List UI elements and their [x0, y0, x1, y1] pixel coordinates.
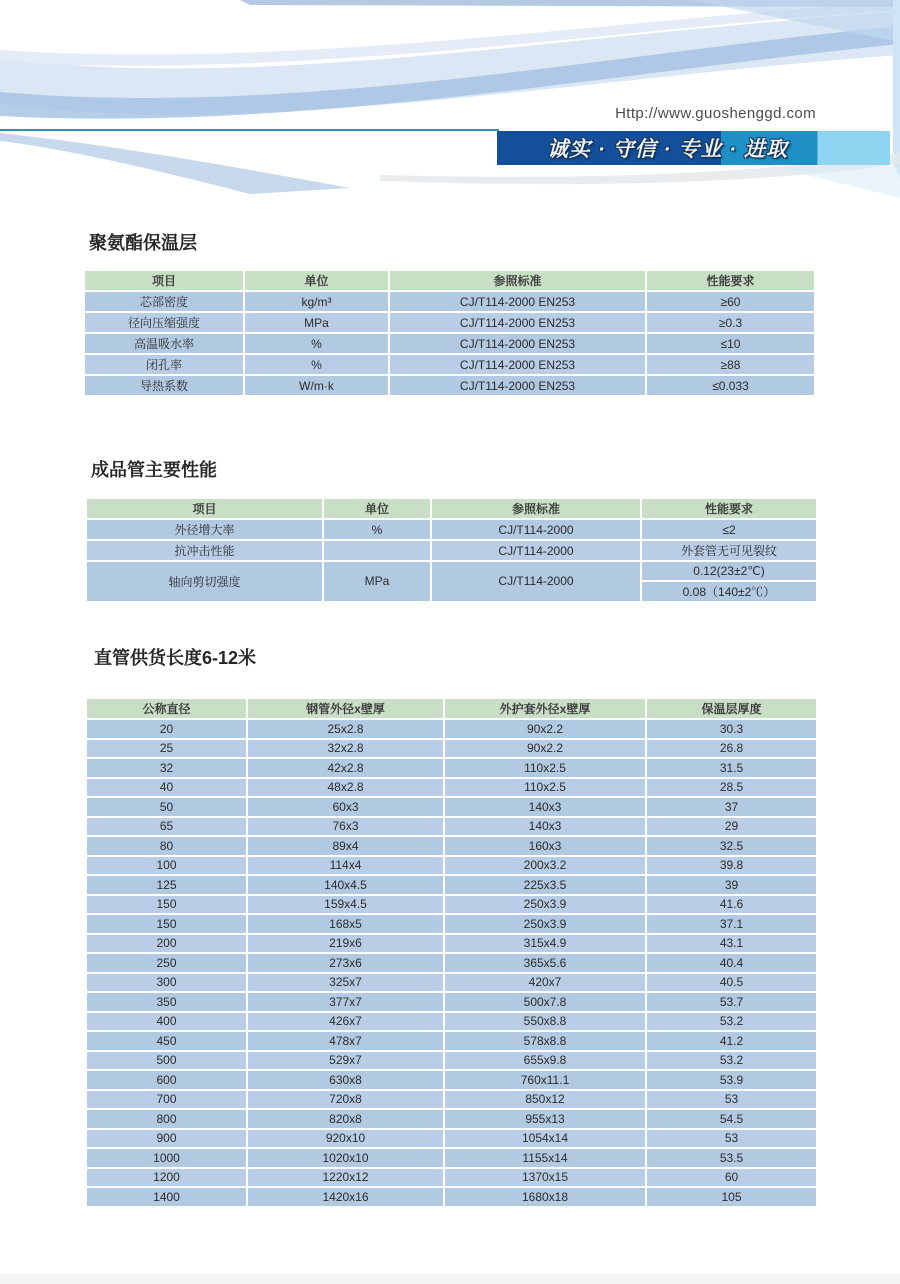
table-row: [87, 1091, 816, 1109]
table-cell: 426x7: [248, 1013, 443, 1031]
table-row: [87, 1130, 816, 1148]
table-cell: 28.5: [647, 779, 816, 797]
table-cell: 30.3: [647, 720, 816, 738]
finished-pipe-performance-table: [85, 497, 818, 603]
table-row: [87, 1071, 816, 1089]
table-cell: 89x4: [248, 837, 443, 855]
section-title: 成品管主要性能: [91, 460, 217, 480]
section-finished-pipe-performance: [85, 458, 818, 603]
table-row: [87, 857, 816, 875]
table-cell: 0.08（140±2℃）: [642, 582, 816, 601]
table-cell: ≤2: [642, 520, 816, 539]
table-cell: ≥88: [647, 355, 814, 374]
table-cell: 273x6: [248, 954, 443, 972]
page-bottom-strip: [0, 1274, 900, 1284]
table-cell: [324, 541, 430, 560]
table-cell: 1000: [87, 1149, 246, 1167]
table-cell: 655x9.8: [445, 1052, 645, 1070]
table-cell: 32x2.8: [248, 740, 443, 758]
table-cell: 820x8: [248, 1110, 443, 1128]
slogan-text: 诚实 · 守信 · 专业 · 进取: [547, 138, 788, 161]
table-cell: 40.5: [647, 974, 816, 992]
table-row: [85, 292, 814, 311]
table-cell: CJ/T114-2000 EN253: [390, 313, 645, 332]
table-cell: 850x12: [445, 1091, 645, 1109]
section-polyurethane-insulation: [83, 231, 816, 397]
table-cell: 40: [87, 779, 246, 797]
table-cell: 1370x15: [445, 1169, 645, 1187]
table-cell: 1220x12: [248, 1169, 443, 1187]
table-cell: 32.5: [647, 837, 816, 855]
table-cell: 100: [87, 857, 246, 875]
table-cell: 140x3: [445, 818, 645, 836]
table-cell: 720x8: [248, 1091, 443, 1109]
column-header: 单位: [324, 499, 430, 518]
table-cell: 200: [87, 935, 246, 953]
table-cell: CJ/T114-2000 EN253: [390, 334, 645, 353]
table-cell: 1054x14: [445, 1130, 645, 1148]
table-cell: 114x4: [248, 857, 443, 875]
table-cell: 37: [647, 798, 816, 816]
table-cell: CJ/T114-2000 EN253: [390, 376, 645, 395]
table-cell: 219x6: [248, 935, 443, 953]
table-cell: 365x5.6: [445, 954, 645, 972]
table-row: [87, 1013, 816, 1031]
table-row: [87, 915, 816, 933]
table-cell: 25x2.8: [248, 720, 443, 738]
table-cell: W/m·k: [245, 376, 388, 395]
table-cell: 250x3.9: [445, 915, 645, 933]
section-title: 聚氨酯保温层: [89, 233, 197, 253]
table-cell: 26.8: [647, 740, 816, 758]
column-header: 项目: [87, 499, 322, 518]
column-header: 保温层厚度: [647, 699, 816, 718]
table-row: [87, 974, 816, 992]
table-cell: 导热系数: [85, 376, 243, 395]
table-row: [87, 1032, 816, 1050]
table-cell: 760x11.1: [445, 1071, 645, 1089]
table-row: [87, 954, 816, 972]
slogan-banner: [497, 131, 890, 165]
table-cell: 53.2: [647, 1013, 816, 1031]
table-cell: %: [324, 520, 430, 539]
table-cell: 800: [87, 1110, 246, 1128]
table-cell: 39.8: [647, 857, 816, 875]
table-cell: CJ/T114-2000: [432, 541, 640, 560]
table-cell: 53: [647, 1091, 816, 1109]
table-cell: 20: [87, 720, 246, 738]
header-wave-art: [0, 0, 900, 200]
table-cell: 920x10: [248, 1130, 443, 1148]
table-cell: 400: [87, 1013, 246, 1031]
table-cell: 140x3: [445, 798, 645, 816]
table-row: [87, 740, 816, 758]
table-cell: 900: [87, 1130, 246, 1148]
table-row: [87, 818, 816, 836]
table-cell: 90x2.2: [445, 740, 645, 758]
table-cell: 芯部密度: [85, 292, 243, 311]
table-row: [87, 837, 816, 855]
table-cell: 1200: [87, 1169, 246, 1187]
table-cell: 90x2.2: [445, 720, 645, 738]
table-header-row: [87, 699, 816, 718]
table-cell: 150: [87, 896, 246, 914]
table-cell: CJ/T114-2000 EN253: [390, 355, 645, 374]
table-cell: ≤0.033: [647, 376, 814, 395]
table-cell: 250x3.9: [445, 896, 645, 914]
table-cell: 578x8.8: [445, 1032, 645, 1050]
table-row: [87, 759, 816, 777]
table-row: [87, 896, 816, 914]
straight-pipe-dimensions-table: [85, 697, 818, 1208]
table-row: [87, 562, 816, 580]
table-cell: 377x7: [248, 993, 443, 1011]
table-cell: 53.5: [647, 1149, 816, 1167]
table-row: [85, 355, 814, 374]
table-cell: 0.12(23±2℃): [642, 562, 816, 580]
table-cell: 150: [87, 915, 246, 933]
table-cell: 65: [87, 818, 246, 836]
column-header: 项目: [85, 271, 243, 290]
table-cell: 外套管无可见裂纹: [642, 541, 816, 560]
table-row: [85, 313, 814, 332]
table-row: [87, 1188, 816, 1206]
section-title: 直管供货长度6-12米: [94, 648, 257, 668]
table-cell: 630x8: [248, 1071, 443, 1089]
table-row: [87, 993, 816, 1011]
table-cell: 250: [87, 954, 246, 972]
table-cell: 39: [647, 876, 816, 894]
table-cell: 315x4.9: [445, 935, 645, 953]
table-cell: 43.1: [647, 935, 816, 953]
table-cell: %: [245, 334, 388, 353]
table-cell: 32: [87, 759, 246, 777]
table-row: [87, 1052, 816, 1070]
table-cell: 40.4: [647, 954, 816, 972]
table-cell: 1400: [87, 1188, 246, 1206]
column-header: 外护套外径x壁厚: [445, 699, 645, 718]
table-cell: 径向压缩强度: [85, 313, 243, 332]
table-cell: 955x13: [445, 1110, 645, 1128]
column-header: 参照标准: [390, 271, 645, 290]
table-row: [87, 1149, 816, 1167]
table-row: [87, 779, 816, 797]
table-cell: 529x7: [248, 1052, 443, 1070]
table-cell: 450: [87, 1032, 246, 1050]
table-cell: ≥60: [647, 292, 814, 311]
table-cell: 500x7.8: [445, 993, 645, 1011]
table-cell: 110x2.5: [445, 759, 645, 777]
table-cell: 48x2.8: [248, 779, 443, 797]
table-cell: 50: [87, 798, 246, 816]
divider-line: [0, 129, 499, 131]
table-cell: 外径增大率: [87, 520, 322, 539]
column-header: 公称直径: [87, 699, 246, 718]
table-cell: 80: [87, 837, 246, 855]
table-cell: 550x8.8: [445, 1013, 645, 1031]
table-cell: 抗冲击性能: [87, 541, 322, 560]
table-header-row: [87, 499, 816, 518]
table-cell: 700: [87, 1091, 246, 1109]
table-cell: 54.5: [647, 1110, 816, 1128]
table-cell: CJ/T114-2000 EN253: [390, 292, 645, 311]
table-row: [87, 876, 816, 894]
column-header: 钢管外径x壁厚: [248, 699, 443, 718]
website-url: Http://www.guoshenggd.com: [615, 105, 816, 122]
table-cell: 1155x14: [445, 1149, 645, 1167]
table-header-row: [85, 271, 814, 290]
table-cell: 闭孔率: [85, 355, 243, 374]
table-cell: 41.6: [647, 896, 816, 914]
table-cell: 53.7: [647, 993, 816, 1011]
table-cell: 110x2.5: [445, 779, 645, 797]
table-cell: 42x2.8: [248, 759, 443, 777]
table-row: [87, 1110, 816, 1128]
table-cell: 600: [87, 1071, 246, 1089]
table-cell: 1420x16: [248, 1188, 443, 1206]
table-cell: CJ/T114-2000: [432, 562, 640, 601]
table-cell: 1680x18: [445, 1188, 645, 1206]
column-header: 性能要求: [642, 499, 816, 518]
table-cell: ≤10: [647, 334, 814, 353]
table-cell: 350: [87, 993, 246, 1011]
table-row: [87, 935, 816, 953]
table-row: [85, 334, 814, 353]
table-cell: 41.2: [647, 1032, 816, 1050]
column-header: 单位: [245, 271, 388, 290]
column-header: 参照标准: [432, 499, 640, 518]
table-cell: %: [245, 355, 388, 374]
table-cell: 160x3: [445, 837, 645, 855]
table-cell: MPa: [324, 562, 430, 601]
table-cell: 60x3: [248, 798, 443, 816]
table-cell: 25: [87, 740, 246, 758]
table-cell: 225x3.5: [445, 876, 645, 894]
table-cell: 300: [87, 974, 246, 992]
table-cell: 37.1: [647, 915, 816, 933]
table-cell: 140x4.5: [248, 876, 443, 894]
table-cell: 125: [87, 876, 246, 894]
table-cell: 轴向剪切强度: [87, 562, 322, 601]
table-cell: 159x4.5: [248, 896, 443, 914]
table-cell: 29: [647, 818, 816, 836]
table-cell: 500: [87, 1052, 246, 1070]
table-cell: 105: [647, 1188, 816, 1206]
table-cell: 60: [647, 1169, 816, 1187]
table-row: [87, 520, 816, 539]
section-straight-pipe-supply: [85, 646, 818, 1208]
table-cell: 53.2: [647, 1052, 816, 1070]
table-cell: 1020x10: [248, 1149, 443, 1167]
polyurethane-insulation-table: [83, 269, 816, 397]
table-cell: 76x3: [248, 818, 443, 836]
table-cell: 478x7: [248, 1032, 443, 1050]
table-cell: kg/m³: [245, 292, 388, 311]
table-cell: 325x7: [248, 974, 443, 992]
table-cell: 高温吸水率: [85, 334, 243, 353]
table-cell: MPa: [245, 313, 388, 332]
table-cell: CJ/T114-2000: [432, 520, 640, 539]
page-header: [0, 0, 900, 200]
table-cell: 420x7: [445, 974, 645, 992]
column-header: 性能要求: [647, 271, 814, 290]
table-row: [87, 541, 816, 560]
table-cell: 31.5: [647, 759, 816, 777]
table-cell: 53: [647, 1130, 816, 1148]
table-row: [87, 1169, 816, 1187]
table-cell: 168x5: [248, 915, 443, 933]
table-cell: 200x3.2: [445, 857, 645, 875]
table-row: [87, 720, 816, 738]
table-row: [85, 376, 814, 395]
table-cell: ≥0.3: [647, 313, 814, 332]
table-row: [87, 798, 816, 816]
table-cell: 53.9: [647, 1071, 816, 1089]
